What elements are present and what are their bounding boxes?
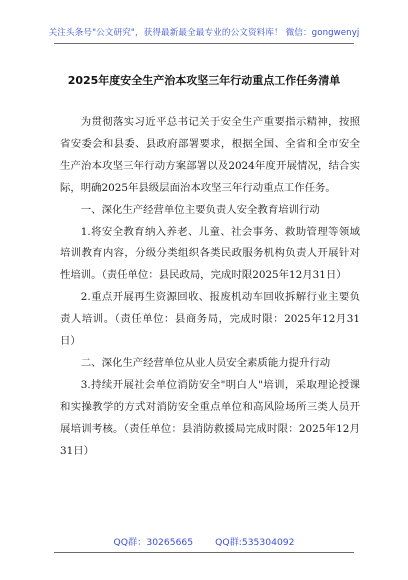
- task-item-1: 1.将安全教育纳入养老、儿童、社会事务、救助管理等领域培训教育内容，分级分类组织各类民政服务机构负责人开展针对性培训。（责任单位：县民政局，完成时限2025年12月31日）: [60, 225, 360, 282]
- footer-qq-group-1: QQ群：30265665: [113, 537, 194, 548]
- footer-contact: [0, 534, 408, 548]
- footer-divider: [54, 552, 354, 553]
- footer-qq-group-2: QQ群:535304092: [215, 537, 295, 548]
- promo-banner: 关注头条号"公文研究"，获得最新最全最专业的公文资料库！ 微信：gongwenyj: [48, 28, 360, 38]
- task-item-3: 3.持续开展社会单位消防安全"明白人"培训，采取理论授课和实操教学的方式对消防安全重点单位和高风险场所三类人员开展培训考核。（责任单位：县消防救援局完成时限：2025年12月31日）: [60, 378, 360, 457]
- intro-paragraph: 为贯彻落实习近平总书记关于安全生产重要指示精神，按照省安委会和县委、县政府部署要求，根据全国、全省和全市安全生产治本攻坚三年行动方案部署以及2024年度开展情况，结合实际，明确2025年县级层面治本攻坚三年行动重点工作任务。: [60, 116, 360, 194]
- document-body: [60, 112, 360, 463]
- section-heading-2: 二、深化生产经营单位从业人员安全素质能力提升行动: [80, 356, 331, 369]
- task-item-2: 2.重点开展再生资源回收、报废机动车回收拆解行业主要负责人培训。（责任单位：县商务局，完成时限：2025年12月31日）: [60, 291, 360, 348]
- section-heading-1: 一、深化生产经营单位主要负责人安全教育培训行动: [80, 203, 320, 216]
- document-title: 2025年度安全生产治本攻坚三年行动重点工作任务清单: [67, 74, 341, 87]
- header-divider: [54, 43, 354, 44]
